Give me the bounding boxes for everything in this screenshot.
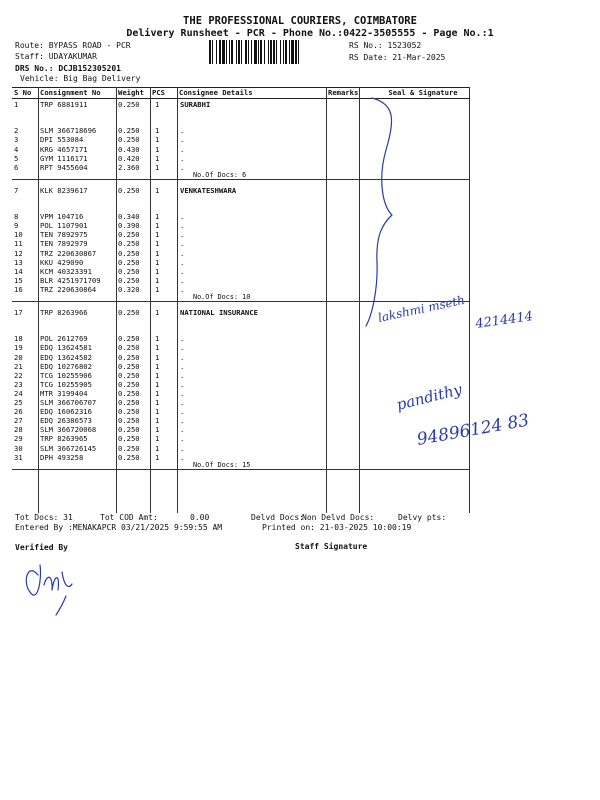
row-sno: 27 <box>14 416 23 426</box>
row-consignment: TEN 7892979 <box>40 239 88 249</box>
row-consignment: POL 2612769 <box>40 334 88 344</box>
row-weight: 0.250 <box>118 388 140 398</box>
row-sno: 14 <box>14 266 23 276</box>
row-pcs: 1 <box>155 275 160 285</box>
row-weight: 0.250 <box>118 379 140 389</box>
row-consignment: TCG 10255906 <box>40 370 92 380</box>
row-consignee-dot: . <box>180 153 185 163</box>
row-sno: 29 <box>14 434 23 444</box>
row-consignment: DPI 553084 <box>40 135 84 145</box>
row-pcs: 1 <box>155 434 160 444</box>
row-sno: 31 <box>14 452 23 462</box>
row-consignee-dot: . <box>180 370 185 380</box>
row-pcs: 1 <box>155 248 160 258</box>
row-sno: 30 <box>14 443 23 453</box>
row-weight: 0.250 <box>118 334 140 344</box>
row-consignment: KLK 8239617 <box>40 185 88 195</box>
row-consignment: EDQ 13624581 <box>40 343 92 353</box>
consignee-name: SURABHI <box>180 100 211 109</box>
col-consignee: Consignee Details <box>177 88 326 99</box>
row-consignment: SLM 366720068 <box>40 425 97 435</box>
row-consignee-dot: . <box>180 334 185 344</box>
row-pcs: 1 <box>155 100 160 109</box>
entered-by: Entered By :MENAKAPCR 03/21/2025 9:59:55 AM <box>15 523 223 532</box>
col-sno: S No <box>12 88 38 99</box>
row-consignee-dot: . <box>180 452 185 462</box>
row-sno: 19 <box>14 343 23 353</box>
row-sno: 24 <box>14 388 23 398</box>
row-weight: 0.250 <box>118 398 140 407</box>
row-pcs: 1 <box>155 144 160 154</box>
row-pcs: 1 <box>155 212 160 222</box>
row-weight: 0.250 <box>118 248 140 258</box>
route-label: Route: BYPASS ROAD - PCR <box>15 41 131 50</box>
row-weight: 0.250 <box>118 185 140 195</box>
row-pcs: 1 <box>155 162 160 172</box>
runsheet-subtitle: Delivery Runsheet - PCR - Phone No.:0422-3505555 - Page No.:1 <box>126 28 494 39</box>
row-sno: 25 <box>14 398 23 407</box>
row-pcs: 1 <box>155 135 160 145</box>
brace-mark <box>366 98 392 326</box>
row-consignee-dot: . <box>180 343 185 353</box>
row-consignee-dot: . <box>180 434 185 444</box>
row-consignee-dot: . <box>180 352 185 362</box>
row-consignee-dot: . <box>180 379 185 389</box>
row-consignee-dot: . <box>180 135 185 145</box>
row-consignment: KKU 429090 <box>40 257 84 267</box>
delvd-docs: Delvd Docs: <box>251 513 304 522</box>
row-consignee-dot: . <box>180 284 185 294</box>
printed-on: Printed on: 21-03-2025 10:00:19 <box>262 523 412 532</box>
row-sno: 20 <box>14 352 23 362</box>
row-pcs: 1 <box>155 407 160 417</box>
row-sno: 1 <box>14 100 19 109</box>
row-sno: 2 <box>14 126 19 136</box>
staff-signature: Staff Signature <box>295 542 368 551</box>
row-pcs: 1 <box>155 239 160 249</box>
company-title: THE PROFESSIONAL COURIERS, COIMBATORE <box>183 15 417 27</box>
row-weight: 0.420 <box>118 153 140 163</box>
row-pcs: 1 <box>155 352 160 362</box>
row-weight: 0.250 <box>118 230 140 240</box>
row-weight: 0.250 <box>118 126 140 136</box>
row-weight: 0.250 <box>118 425 140 435</box>
row-weight: 0.250 <box>118 239 140 249</box>
row-pcs: 1 <box>155 221 160 231</box>
row-consignment: POL 1107901 <box>40 221 88 231</box>
row-weight: 0.250 <box>118 275 140 285</box>
row-pcs: 1 <box>155 398 160 407</box>
row-sno: 10 <box>14 230 23 240</box>
staff-label: Staff: UDAYAKUMAR <box>15 52 97 61</box>
row-sno: 26 <box>14 407 23 417</box>
row-sno: 28 <box>14 425 23 435</box>
col-seal: Seal & Signature <box>377 88 469 99</box>
row-weight: 0.250 <box>118 100 140 109</box>
row-pcs: 1 <box>155 266 160 276</box>
row-consignment: TRZ 220630867 <box>40 248 97 258</box>
row-pcs: 1 <box>155 343 160 353</box>
row-consignee-dot: . <box>180 416 185 426</box>
row-pcs: 1 <box>155 153 160 163</box>
row-weight: 0.250 <box>118 370 140 380</box>
row-consignment: RPT 9455604 <box>40 162 88 172</box>
row-consignment: TEN 7892975 <box>40 230 88 240</box>
row-pcs: 1 <box>155 416 160 426</box>
non-delvd-docs: Non Delvd Docs: <box>302 513 375 522</box>
row-consignment: EDQ 16062316 <box>40 407 92 417</box>
row-weight: 2.360 <box>118 162 140 172</box>
row-sno: 17 <box>14 308 23 317</box>
row-consignment: VPM 104716 <box>40 212 84 222</box>
row-pcs: 1 <box>155 370 160 380</box>
row-consignee-dot: . <box>180 144 185 154</box>
row-pcs: 1 <box>155 334 160 344</box>
row-consignment: MTR 3199404 <box>40 388 88 398</box>
row-consignment: TRP 8263966 <box>40 308 88 317</box>
row-consignment: KCM 40323391 <box>40 266 92 276</box>
row-consignee-dot: . <box>180 221 185 231</box>
row-consignment: TRP 8263965 <box>40 434 88 444</box>
row-weight: 0.250 <box>118 361 140 371</box>
row-consignment: KRG 4657171 <box>40 144 88 154</box>
row-pcs: 1 <box>155 284 160 294</box>
handwritten-signature-2: pandithy <box>394 380 464 414</box>
vehicle-label: Vehicle: Big Bag Delivery <box>20 74 141 83</box>
row-consignee-dot: . <box>180 212 185 222</box>
row-sno: 6 <box>14 162 19 172</box>
row-consignee-dot: . <box>180 407 185 417</box>
row-consignment: TCG 10255905 <box>40 379 92 389</box>
row-consignment: EDQ 26386573 <box>40 416 92 426</box>
row-sno: 21 <box>14 361 23 371</box>
row-pcs: 1 <box>155 361 160 371</box>
row-sno: 23 <box>14 379 23 389</box>
tot-cod-value: 0.00 <box>190 513 210 522</box>
row-pcs: 1 <box>155 257 160 267</box>
row-weight: 0.430 <box>118 144 140 154</box>
row-pcs: 1 <box>155 308 160 317</box>
row-consignment: TRP 6881911 <box>40 100 88 109</box>
row-consignment: SLM 366726145 <box>40 443 97 453</box>
row-sno: 22 <box>14 370 23 380</box>
verified-signature <box>26 565 72 615</box>
row-pcs: 1 <box>155 425 160 435</box>
row-sno: 5 <box>14 153 19 163</box>
row-pcs: 1 <box>155 443 160 453</box>
consignee-name: VENKATESHWARA <box>180 185 237 195</box>
row-sno: 12 <box>14 248 23 258</box>
row-consignee-dot: . <box>180 239 185 249</box>
row-consignment: SLM 366718696 <box>40 126 97 136</box>
row-consignment: GYM 1116171 <box>40 153 88 163</box>
row-weight: 0.250 <box>118 352 140 362</box>
col-pcs: PCS <box>150 88 177 99</box>
rs-number: RS No.: 1523052 <box>349 41 422 50</box>
row-pcs: 1 <box>155 379 160 389</box>
row-consignee-dot: . <box>180 257 185 267</box>
row-weight: 0.250 <box>118 416 140 426</box>
col-weight: Weight <box>116 88 150 99</box>
handwritten-phone-2: 94896124 83 <box>415 410 531 450</box>
drs-number: DRS No.: DCJB152305201 <box>15 64 121 73</box>
row-consignee-dot: . <box>180 266 185 276</box>
row-consignee-dot: . <box>180 248 185 258</box>
rs-date: RS Date: 21-Mar-2025 <box>349 53 446 62</box>
row-pcs: 1 <box>155 452 160 462</box>
row-weight: 0.250 <box>118 308 140 317</box>
row-weight: 0.320 <box>118 284 140 294</box>
col-consignment: Consignment No <box>38 88 116 99</box>
row-pcs: 1 <box>155 388 160 398</box>
row-sno: 9 <box>14 221 19 231</box>
row-consignment: TRZ 220630864 <box>40 284 97 294</box>
row-consignee-dot: . <box>180 126 185 136</box>
group-doc-count: No.Of Docs: 15 <box>193 460 251 469</box>
row-consignee-dot: . <box>180 388 185 398</box>
handwritten-phone-1: 4214414 <box>474 309 534 332</box>
row-weight: 0.250 <box>118 135 140 145</box>
col-remarks: Remarks <box>326 88 377 99</box>
row-weight: 0.250 <box>118 266 140 276</box>
row-sno: 16 <box>14 284 23 294</box>
group-doc-count: No.Of Docs: 6 <box>193 170 247 179</box>
row-weight: 0.250 <box>118 407 140 417</box>
row-consignee-dot: . <box>180 443 185 453</box>
row-sno: 4 <box>14 144 19 154</box>
row-sno: 11 <box>14 239 23 249</box>
row-weight: 0.250 <box>118 452 140 462</box>
row-consignment: BLR 4251971709 <box>40 275 101 285</box>
row-sno: 13 <box>14 257 23 267</box>
row-sno: 7 <box>14 185 19 195</box>
row-consignee-dot: . <box>180 162 185 172</box>
group-doc-count: No.Of Docs: 10 <box>193 293 251 301</box>
row-consignment: EDQ 10276802 <box>40 361 92 371</box>
row-consignee-dot: . <box>180 425 185 435</box>
row-weight: 0.250 <box>118 343 140 353</box>
handwritten-signature-1: lakshmi mseth <box>376 292 467 325</box>
row-consignee-dot: . <box>180 361 185 371</box>
verified-by: Verified By <box>15 543 68 552</box>
consignee-name: NATIONAL INSURANCE <box>180 308 258 317</box>
row-weight: 0.340 <box>118 212 140 222</box>
row-consignment: SLM 366706707 <box>40 398 97 407</box>
row-weight: 0.250 <box>118 443 140 453</box>
row-sno: 8 <box>14 212 19 222</box>
tot-docs: Tot Docs: 31 <box>15 513 73 522</box>
row-consignee-dot: . <box>180 398 185 407</box>
row-consignment: EDQ 13624582 <box>40 352 92 362</box>
row-sno: 15 <box>14 275 23 285</box>
tot-cod-label: Tot COD Amt: <box>100 513 158 522</box>
row-consignee-dot: . <box>180 230 185 240</box>
row-pcs: 1 <box>155 126 160 136</box>
row-sno: 18 <box>14 334 23 344</box>
row-weight: 0.250 <box>118 257 140 267</box>
delvy-pts: Delvy pts: <box>398 513 447 522</box>
row-pcs: 1 <box>155 185 160 195</box>
row-weight: 0.250 <box>118 434 140 444</box>
row-consignment: DPH 493258 <box>40 452 84 462</box>
row-weight: 0.390 <box>118 221 140 231</box>
row-sno: 3 <box>14 135 19 145</box>
row-pcs: 1 <box>155 230 160 240</box>
row-consignee-dot: . <box>180 275 185 285</box>
